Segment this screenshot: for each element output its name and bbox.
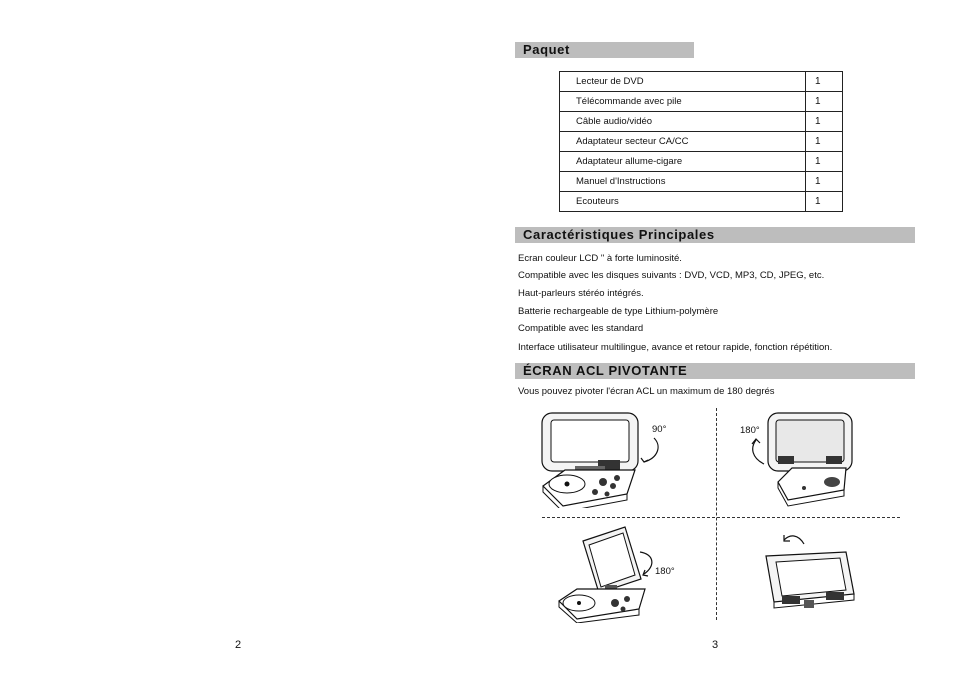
item-qty: 1 (806, 172, 843, 192)
player-90-illustration (535, 408, 655, 508)
item-qty: 1 (806, 192, 843, 212)
screen-heading: ÉCRAN ACL PIVOTANTE (515, 363, 915, 379)
feature-item: Ecran couleur LCD " à forte luminosité. (518, 253, 682, 264)
angle-label: 90° (652, 424, 667, 435)
divider-horizontal (542, 517, 900, 518)
item-name: Manuel d'Instructions (560, 172, 806, 192)
package-heading: Paquet (515, 42, 694, 58)
feature-item: Haut-parleurs stéréo intégrés. (518, 288, 644, 299)
item-qty: 1 (806, 152, 843, 172)
item-qty: 1 (806, 92, 843, 112)
features-heading: Caractéristiques Principales (515, 227, 915, 243)
table-row (560, 152, 843, 172)
item-qty: 1 (806, 72, 843, 92)
item-name: Adaptateur allume-cigare (560, 152, 806, 172)
page-number-left: 2 (235, 639, 242, 651)
screen-description: Vous pouvez pivoter l'écran ACL un maximum de 180 degrés (518, 386, 775, 397)
rotate-arrow-icon (638, 436, 664, 464)
player-folded-illustration (760, 544, 860, 614)
divider-vertical (716, 408, 717, 620)
table-row (560, 192, 843, 212)
player-180-illustration (760, 408, 860, 508)
table-row (560, 92, 843, 112)
item-qty: 1 (806, 132, 843, 152)
feature-item: Interface utilisateur multilingue, avance et retour rapide, fonction répétition. (518, 342, 833, 353)
rotate-arrow-icon (748, 436, 768, 466)
item-name: Lecteur de DVD (560, 72, 806, 92)
item-name: Télécommande avec pile (560, 92, 806, 112)
feature-item: Compatible avec les standard (518, 323, 644, 334)
table-row (560, 132, 843, 152)
page-number-right: 3 (712, 639, 719, 651)
table-row (560, 172, 843, 192)
item-name: Câble audio/vidéo (560, 112, 806, 132)
item-name: Adaptateur secteur CA/CC (560, 132, 806, 152)
table-row (560, 112, 843, 132)
angle-label: 180° (655, 566, 675, 577)
item-qty: 1 (806, 112, 843, 132)
feature-item: Compatible avec les disques suivants : DVD, VCD, MP3, CD, JPEG, etc. (518, 270, 825, 281)
package-table (559, 71, 843, 212)
rotate-arrow-icon (780, 530, 806, 548)
feature-item: Batterie rechargeable de type Lithium-polymère (518, 306, 719, 317)
angle-label: 180° (740, 425, 760, 436)
item-name: Ecouteurs (560, 192, 806, 212)
table-row (560, 72, 843, 92)
